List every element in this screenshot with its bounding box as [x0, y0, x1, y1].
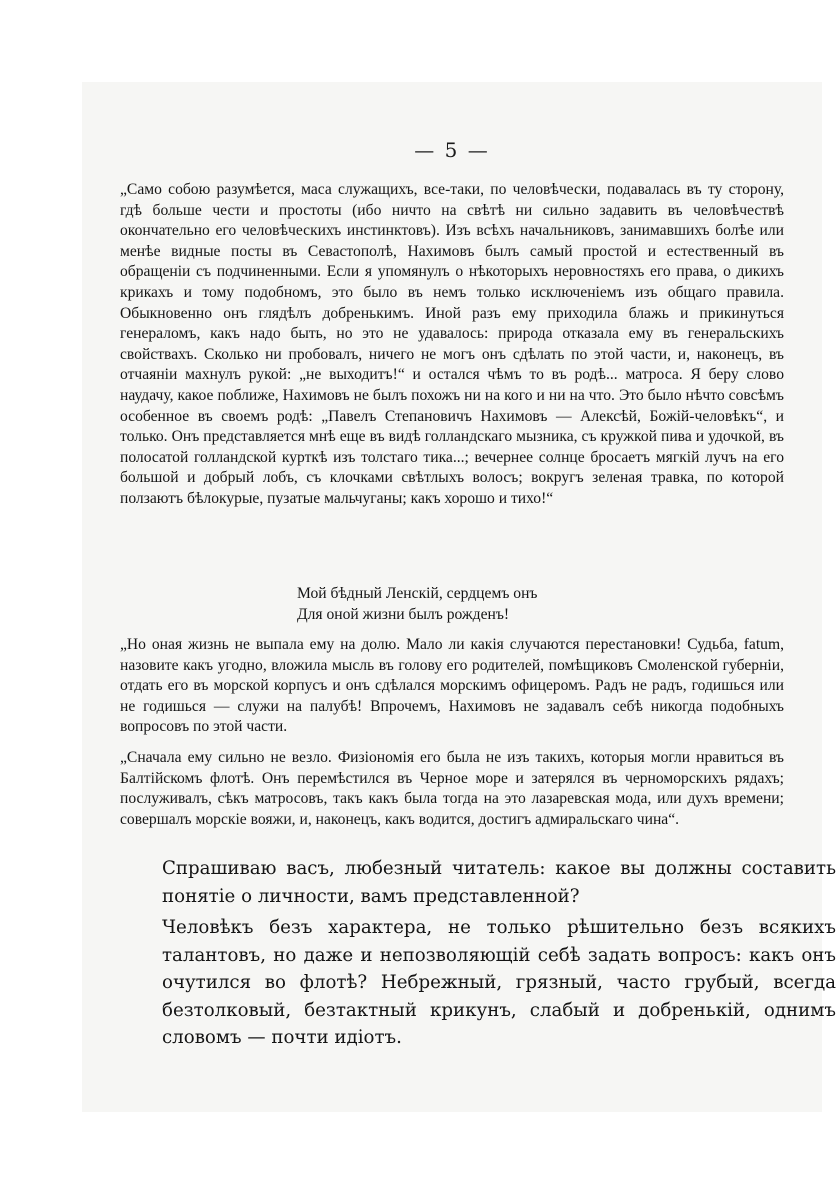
- quote-paragraph-2: [120, 635, 784, 738]
- quote-paragraph-1: [120, 180, 784, 510]
- main-paragraph-1: Спрашиваю васъ, любезный читатель: какое вы должны составить понятіе о личности, вамъ представленной?: [162, 858, 836, 907]
- poem-line: Для оной жизни былъ рожденъ!: [297, 606, 510, 623]
- quote-text: „Но оная жизнь не выпала ему на долю. Мало ли какія случаются перестановки! Судьба, fatum, назовите какъ угодно, вложила мысль въ голову его родителей, помѣщиковъ Смоленской губерніи, отдать его въ морской корпусъ и онъ сдѣлался морскимъ офицеромъ. Радъ не радъ, годишься или не годишься — служи на палубѣ! Впрочемъ, Нахимовъ не задавалъ себѣ никогда подобныхъ вопросовъ по этой части.: [120, 636, 784, 736]
- quote-paragraph-3: [120, 748, 784, 830]
- poem-line: Мой бѣдный Ленскій, сердцемъ онъ: [297, 585, 538, 602]
- quote-text: „Сначала ему сильно не везло. Физіономія его была не изъ такихъ, которыя могли нравиться въ Балтійскомъ флотѣ. Онъ перемѣстился въ Черное море и затерялся въ черноморскихъ рядахъ; послуживалъ, сѣкъ матросовъ, такъ какъ была тогда на это лазаревская мода, или духъ времени; совершалъ морскіе вояжи, и, наконецъ, какъ водится, достигъ адмиральскаго чина“.: [120, 749, 784, 828]
- main-text: [162, 855, 836, 1052]
- book-page: [82, 82, 836, 1112]
- main-paragraph-2: Человѣкъ безъ характера, не только рѣшительно безъ всякихъ талантовъ, но даже и непозволяющій себѣ задать вопросъ: какъ онъ очутился во флотѣ? Небрежный, грязный, часто грубый, всегда безтолковый, безтактный крикунъ, слабый и добренькій, однимъ словомъ — почти идіотъ.: [162, 917, 836, 1048]
- quote-text: „Само собою разумѣется, маса служащихъ, все-таки, по человѣчески, подавалась въ ту сторону, гдѣ больше чести и простоты (ибо ничто на свѣтѣ ни сильно задавить въ человѣчествѣ окончательно его человѣческихъ инстинктовъ). Изъ всѣхъ начальниковъ, занимавшихъ болѣе или менѣе видные посты въ Севастополѣ, Нахимовъ былъ самый простой и естественный въ обращеніи съ подчиненными. Если я упомянулъ о нѣкоторыхъ неровностяхъ его права, о дикихъ крикахъ и тому подобномъ, это было въ немъ только исключеніемъ изъ общаго правила. Обыкновенно онъ глядѣлъ добренькимъ. Иной разъ ему приходила блажь и прикинуться генераломъ, какъ надо быть, но это не удавалось: природа отказала ему въ генеральскихъ свойствахъ. Сколько ни пробовалъ, ничего не могъ онъ сдѣлать по этой части, и, наконецъ, въ отчаяніи махнулъ рукой: „не выходитъ!“ и остался чѣмъ то въ родѣ... матроса. Я беру слово наудачу, какое поближе, Нахимовъ не былъ похожъ ни на кого и ни на что. Это было нѣчто совсѣмъ особенное въ своемъ родѣ: „Павелъ Степановичъ Нахимовъ — Алексѣй, Божій-человѣкъ“, и только. Онъ представляется мнѣ еще въ видѣ голландскаго мызника, съ кружкой пива и удочкой, въ полосатой голландской курткѣ изъ толстаго тика...; вечернее солнце бросаетъ мягкій лучъ на его большой и добрый лобъ, съ клочками свѣтлыхъ волосъ; вокругъ зеленая травка, по которой ползаютъ бѣлокурые, пузатые мальчуганы; какъ хорошо и тихо!“: [120, 181, 784, 507]
- poem-epigraph: [297, 583, 697, 625]
- page-number: — 5 —: [414, 138, 490, 162]
